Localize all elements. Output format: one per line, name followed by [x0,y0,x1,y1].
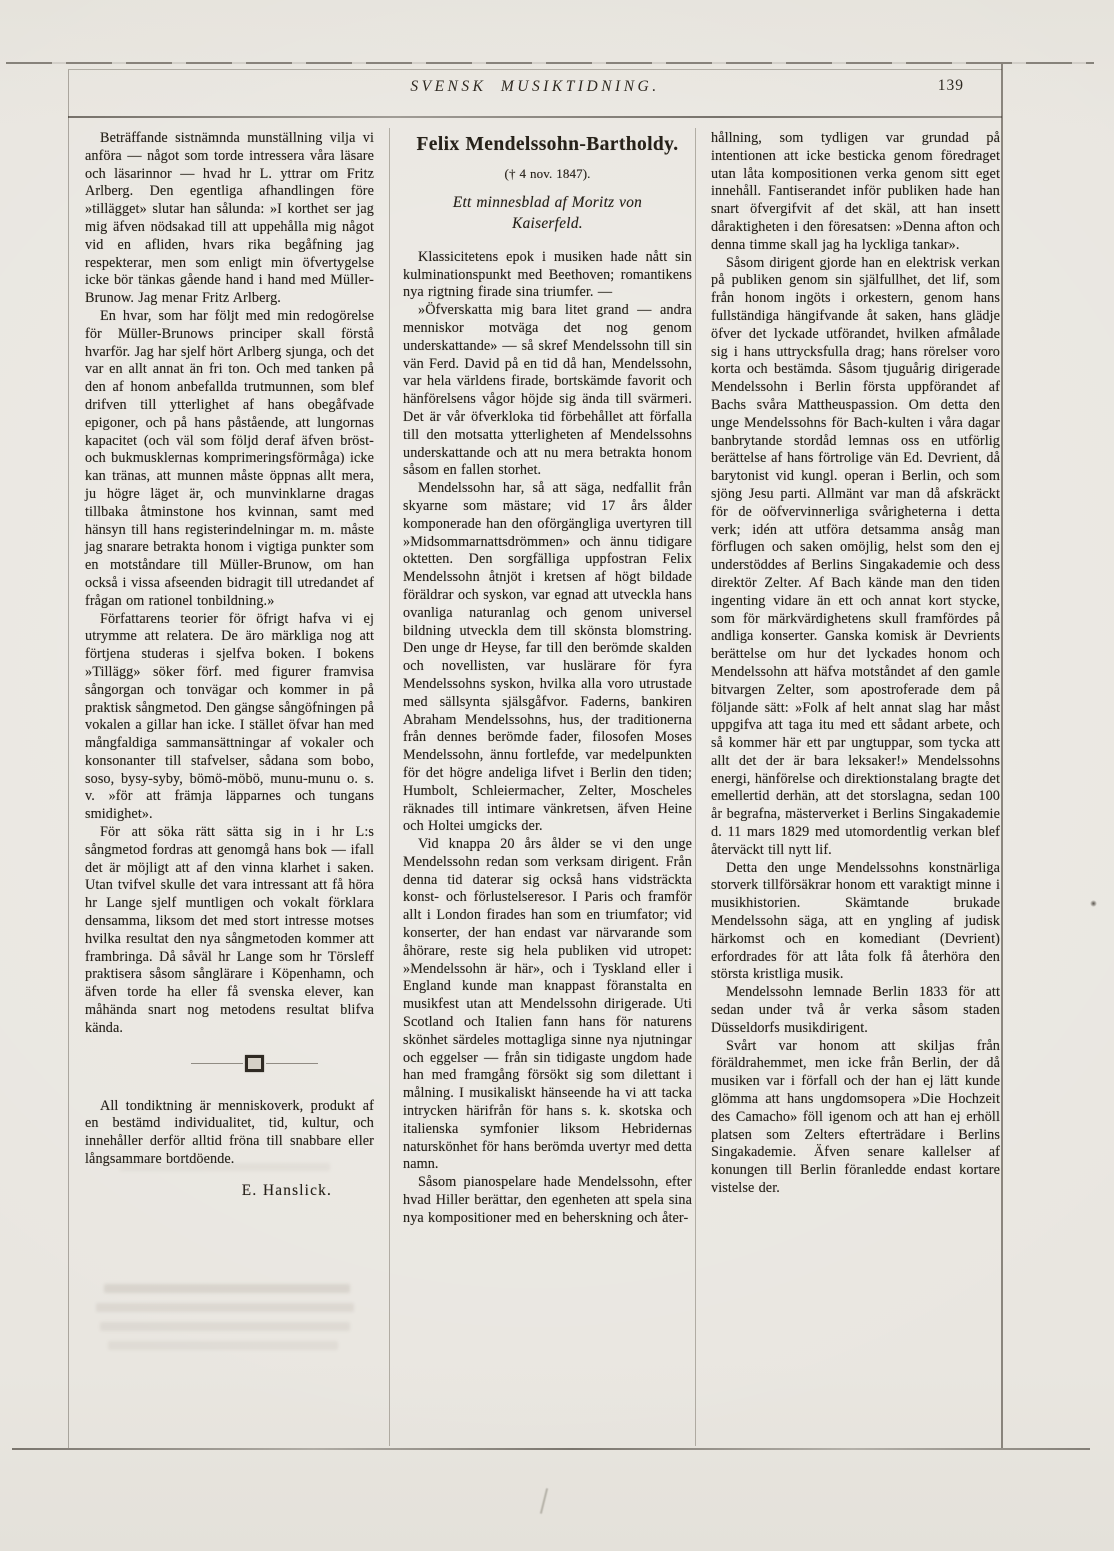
article-paragraph: För att söka rätt sätta sig in i hr L:s sångmetod fordras att genomgå hans bok — ifall det är möjligt att af den vinna klarhet i saken. Utan tvifvel skulle det vara intressant att få höra hr Lange sjelf muntligen och vokalt förklara densamma, liksom det med stort intresse motses hvilka resultat den nya sångmetoden kommer att frambringa. Då såväl hr Lange som hr Törsleff praktisera såsom sånglärare i Köpenhamn, och äfven torde ha eller få svenska elever, kan måhända snart nog metodens resultat blifva kända. [85,824,374,1036]
journal-title: SVENSK MUSIKTIDNING. [410,78,660,95]
top-border-inner-rule [68,69,1002,70]
article-paragraph: Svårt var honom att skiljas från föräldrahemmet, men icke från Berlin, der då musiken var i förfall och der han ej lätt kunde glömma att hans ungdomsopera »Die Hochzeit des Camacho» föll igenom och att han ej erhöll platsen som Zelters efterträdare i Berlins Singakademie. Äfven senare kallelser af konungen till Berlin föranledde endast kortare vistelse der. [711,1037,1000,1197]
column-separator-2 [695,128,696,1446]
bleed-through-ghost-text [96,1303,354,1312]
article-body [403,249,692,1228]
frame-right-rule [1001,64,1003,1448]
column-middle [403,130,692,1228]
scan-crease [540,1488,548,1514]
scan-speck [1090,900,1097,907]
article-paragraph: Klassicitetens epok i musiken hade nått sin kulminationspunkt med Beethoven; romantikens nya rigtning firade sina triumfer. — [403,248,692,301]
masthead-bottom-rule [68,116,1002,118]
article-subtitle: Ett minnesblad af Moritz von Kaiserfeld. [452,193,643,232]
article-paragraph: Författarens teorier för öfrigt hafva vi ej utrymme att relatera. De äro märkliga nog att förtjena studeras i sjelfva boken. I bokens »Tillägg» söker förf. med figurer framvisa sångorgan och tonvägar och kommer in på praktisk sångmetod. Den gängse sångöfningen på vokalen a gillar han icke. I stället öfvar han med mångfaldiga sammansättningar af vokaler och konsonanter till stafvelser, sådana som bobo, soso, bysy-syby, bömö-möbö, munu-munu o. s. v. »för att främja läpparnes och tungans smidighet». [85,610,374,823]
article-paragraph: »Öfverskatta mig bara litet grand — andra menniskor motväga det nog genom underskattande» — så skref Mendelssohn till sin vän Ferd. David på en tid då han, Mendelssohn, var hela världens firade, bortskämde favorit och hänförelsens vågor höjde sig ända till svärmeri. Det är vår öfverkloka tid förbehållet att förfalla till den motsatta ytterligheten af Mendelssohns underskattande och att nu mera betrakta honom såsom en fallen storhet. [403,302,692,479]
article-death-note: († 4 nov. 1847). [504,166,591,181]
column-separator-1 [389,128,390,1446]
article-paragraph: En hvar, som har följt med min redogörelse för Müller-Brunows principer skall förstå hvarför. Jag har sjelf hört Arlberg sjunga, och det var en allt annat än fri ton. Och med tanken på den af honom anbefallda trutmunnen, som blef drifven till ytterlighet af hans obegåfvade epigoner, och på hans påstående, att lungornas kapacitet (och väl som följd deraf äfven bröst- och bukmusklernas komprimeringsförmåga) icke kan tränas, att munnen måste öppnas allt mera, ju högre läget är, och munvinklarne dragas tillbaka åtminstone hos kvinnan, samt med hänsyn till hans registerindelningar m. m. måste jag snarare betrakta honom i vigtiga punkter som en motståndare till Müller-Brunow, om han också i vissa afseenden bidragit till utredandet af frågan om rationel tonbildning.» [85,307,374,609]
page-number: 139 [937,77,964,94]
bleed-through-ghost-text [104,1284,350,1293]
article-paragraph: Detta den unge Mendelssohns konstnärliga storverk tillförsäkrar honom ett varaktigt minne i musikhistorien. Skämtande brukade Mendelssohn säga, att en yngling af judisk härkomst och en komediant (Devrient) erfordrades för att låta folk få återhöra den största kristliga musik. [711,859,1000,983]
frame-left-rule [68,70,69,1448]
divider-line [191,1063,243,1064]
article-paragraph: Vid knappa 20 års ålder se vi den unge Mendelssohn redan som verksam dirigent. Från denna tid daterar sig också hans vidsträckta konst- och förlustelseresor. I Paris och framför allt i London firades han som en triumfator; vid konserter, der han endast var närvarande som åhörare, reste sig hela publiken vid utropet: »Mendelssohn är här», och i Tyskland eller i England kunde man knappast föranstalta en musikfest utan att Mendelssohn dirigerade. Uti Scotland och Italien fann hans för naturens skönhet särdeles mottagliga sinne nya njutningar och eggelser — från sin tidigaste ungdom hade han med framgång försökt sig som dilettant i målning. I musikaliskt hänseende ha vi att tacka intrycken härifrån för hans s. k. skotska och italienska symfonier liksom Hebridernas naturskönhet för hans berömda uvertyr med detta namn. [403,836,692,1173]
bleed-through-ghost-text [100,1322,350,1331]
article-paragraph: Mendelssohn lemnade Berlin 1833 för att sedan under två år verka såsom staden Düsseldorfs musikdirigent. [711,984,1000,1036]
article-paragraph: Mendelssohn har, så att säga, nedfallit från skyarne som mästare; vid 17 års ålder komponerade han den oförgängliga uvertyren till »Midsommarnattsdrömmen» och ännu tidigare oktetten. Den sorgfälliga uppfostran Felix Mendelssohn åtnjöt i kretsen af högt bildade föräldrar och syskon, var egnad att utveckla hans ovanliga naturanlag och genom universel bildning utveckla dem till skönsta blomstring. Den unge dr Heyse, far till den berömde skalden och novellisten, var huslärare för fyra Mendelssohns syskon, hvilka alla voro utrustade med sällsynta själsgåfvor. Faderns, bankiren Abraham Mendelssohns, hus, der traditionerna från dennes berömde fader, filosofen Moses Mendelssohn, ännu fortlefde, var medelpunkten för det högre andeliga lifvet i Berlin den tiden; Humbolt, Schleiermacher, Zelter, Moscheles räknades till intimare vänkretsen, äfven Heine och Holtei umgicks der. [403,480,692,835]
column-left [85,130,374,1200]
article-title: Felix Mendelssohn-Bartholdy. [416,134,679,155]
bottom-border-rule [12,1448,1090,1450]
bleed-through-ghost-text [108,1341,338,1350]
masthead [68,74,1002,110]
article-paragraph: Såsom dirigent gjorde han en elektrisk verkan på publiken genom sin själfullhet, det lif, som från honom ingöts i orkestern, genom hans fullständiga hängifvande åt saken, hans glädje öfver det lyckade utförandet, hvilken afmålade sig i hans uttrycksfulla drag; hans rörelser voro korta och bestämda. Såsom tjuguårig dirigerade Mendelssohn i Berlin första uppförandet af Bachs svåra Mattheuspassion. Om detta den unge Mendelssohns för Bach-kulten i våra dagar banbrytande stordåd lemnas oss en utförlig berättelse af hans förtrolige vän Ed. Devrient, då barytonist vid kungl. operan i Berlin, och som sjöng Jesu parti. Allmänt var man då afskräckt för de oöfvervinnerliga svårigheterna i detta verk; idén att utföra detsamma ansåg man förflugen och saken omöjlig, helst som den ej understöddes af Berlins Singakademie och dess direktör Zelter. Af Bach kände man den tiden ingenting vidare än ett och annat kort stycke, som för märkvärdighetens skull framfördes på andliga konserter. Ganska komisk är Devrients berättelse om hur det lyckades honom och Mendelssohn att häfva motståndet af den gamle bitvargen Zelter, som apostroferade dem på följande sätt: »Folk af helt annat slag har måst uppgifva att taga itu med ett sådant arbete, och så kommer här ett par ungtuppar, som tycka att allt det der är bara leksaker!» Mendelssohns energi, hänförelse och direktionstalang bragte det emellertid derhän, att det storslagna, sedan 100 år begrafna, mästerverket i Berlins Singakademie d. 11 mars 1829 med utomordentlig verkan blef återväckt till nytt lif. [711,254,1000,858]
aphorism-paragraph: All tondiktning är menniskoverk, produkt af en bestämd individualitet, tid, kultur, och innehåller derför alltid fröna till snabbare eller långsammare bortdöende. [85,1097,374,1168]
article-paragraph-continuation: hållning, som tydligen var grundad på intentionen att icke besticka genom föredraget utan låta kompositionen verka genom sitt eget innehåll. Fantiserandet inför publiken hade han snart öfvergifvit af det skäl, att han insett dåraktigheten i den föresatsen: »Denna afton och denna timme skall jag ha lyckliga tankar». [711,130,1000,253]
article-header [403,133,692,234]
author-signature: E. Hanslick. [241,1181,332,1199]
article-paragraph: Beträffande sistnämnda munställning vilja vi anföra — något som torde intressera våra läsare och läsarinnor — hvad hr L. yttrar om Fritz Arlberg. Den egentliga afhandlingen före »tillägget» slutar han sålunda: »I korthet ser jag mig äfven nödsakad till att uppehålla mig något vid en afliden, hvars rika begåfning jag respekterar, men som enligt min öfvertygelse icke bör tänkas gående hand i hand med Müller-Brunow. Jag menar Fritz Arlberg. [85,130,374,307]
article-paragraph: Såsom pianospelare hade Mendelssohn, efter hvad Hiller berättar, den egenheten att spela sina nya kompositioner med en beherskning och åter- [403,1174,692,1226]
divider-square-icon [245,1055,264,1072]
top-border-rule [6,62,1094,64]
column-right [711,130,1000,1198]
divider-line [266,1063,318,1064]
section-divider-ornament [155,1055,354,1072]
